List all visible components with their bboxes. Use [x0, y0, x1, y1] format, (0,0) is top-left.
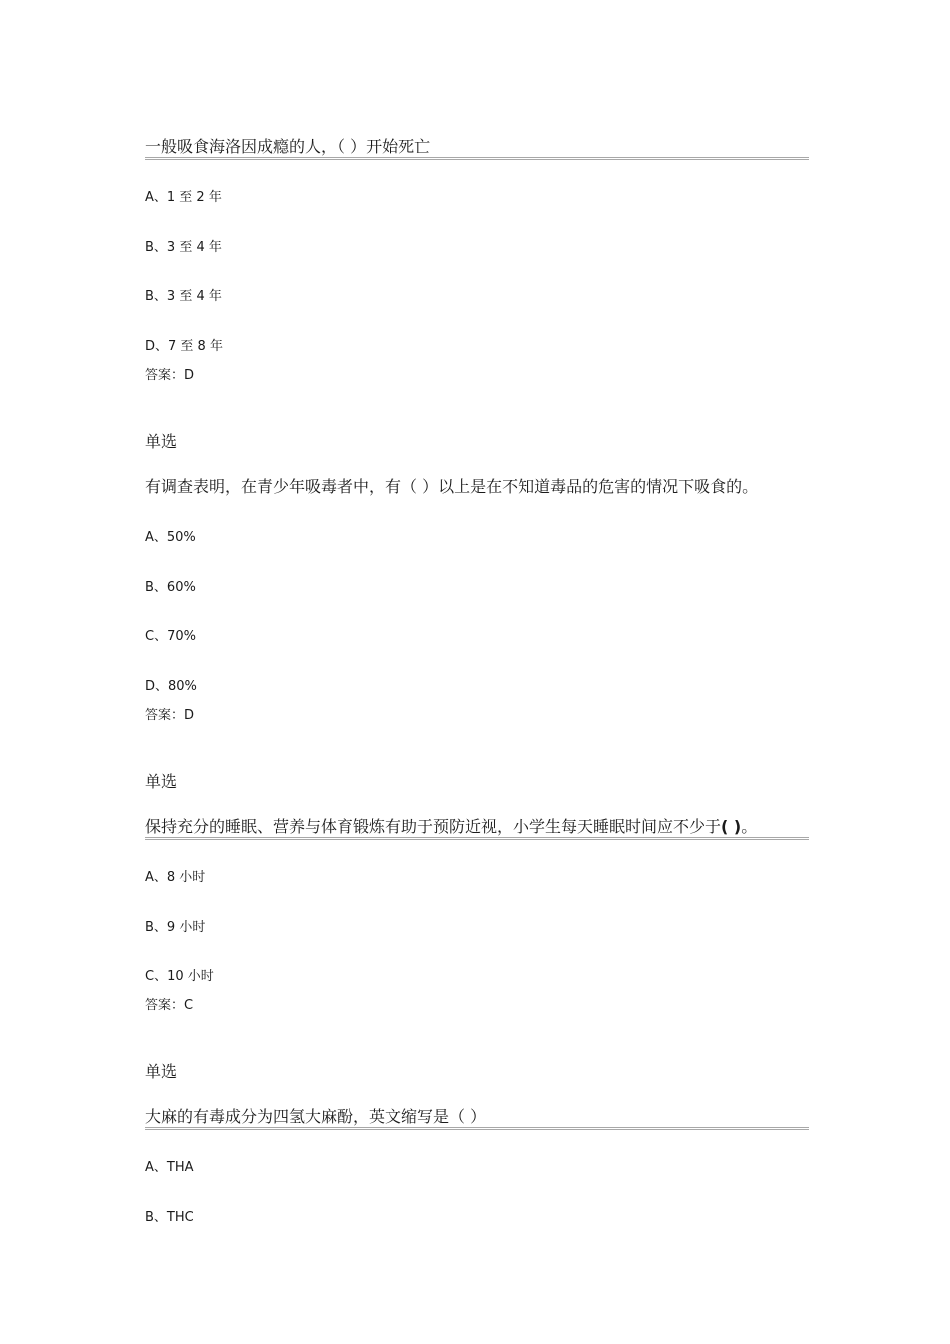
question-2-option-b: B、60% — [145, 580, 196, 595]
question-4-type: 单选 — [145, 1062, 178, 1081]
question-2-option-c: C、70% — [145, 629, 196, 644]
question-3-underline — [145, 837, 809, 840]
question-4-option-a: A、THA — [145, 1160, 194, 1175]
question-1-option-c: B、3 至 4 年 — [145, 289, 222, 304]
question-4-underline — [145, 1127, 809, 1130]
question-1-text: 一般吸食海洛因成瘾的人，（ ）开始死亡 — [145, 137, 431, 156]
question-3-option-a: A、8 小时 — [145, 870, 206, 885]
question-3-text-bold: ( ) — [721, 817, 742, 836]
question-2-type: 单选 — [145, 432, 178, 451]
question-3-option-c: C、10 小时 — [145, 969, 214, 984]
question-2-text: 有调查表明，在青少年吸毒者中，有（ ）以上是在不知道毒品的危害的情况下吸食的。 — [145, 477, 759, 496]
question-1-option-a: A、1 至 2 年 — [145, 190, 222, 205]
question-3-answer: 答案：C — [145, 998, 194, 1013]
question-3-text — [145, 817, 757, 837]
question-3-text-main: 保持充分的睡眠、营养与体育锻炼有助于预防近视，小学生每天睡眠时间应不少于 — [145, 817, 722, 836]
question-1-option-d: D、7 至 8 年 — [145, 339, 223, 354]
question-3-type: 单选 — [145, 772, 178, 791]
question-2-answer: 答案：D — [145, 708, 195, 723]
question-4-text: 大麻的有毒成分为四氢大麻酚，英文缩写是（ ） — [145, 1107, 487, 1126]
question-1-answer: 答案：D — [145, 368, 195, 383]
question-3-text-end: 。 — [741, 817, 758, 836]
question-2-option-a: A、50% — [145, 530, 196, 545]
question-4-option-b: B、THC — [145, 1210, 194, 1225]
question-2-option-d: D、80% — [145, 679, 197, 694]
question-1-underline — [145, 157, 809, 160]
question-1-option-b: B、3 至 4 年 — [145, 240, 222, 255]
question-3-option-b: B、9 小时 — [145, 920, 206, 935]
